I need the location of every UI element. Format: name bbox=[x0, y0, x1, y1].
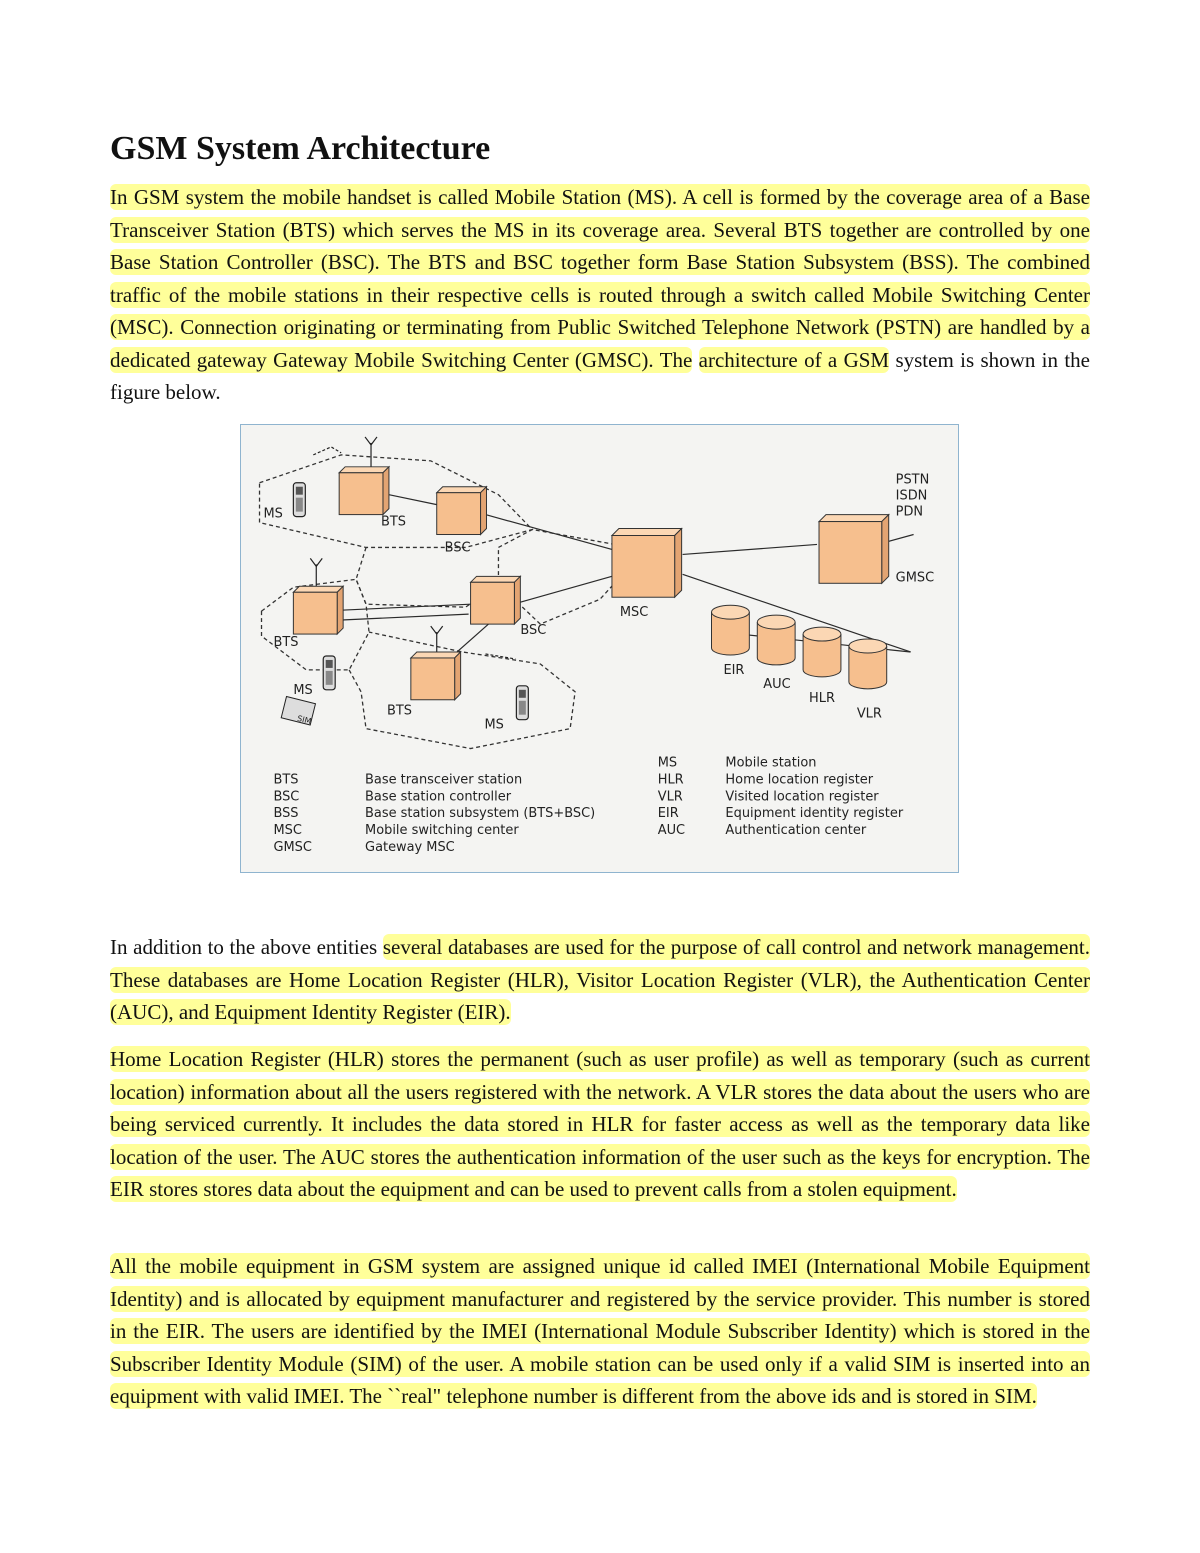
legend-desc: Mobile station bbox=[725, 755, 817, 771]
label-vlr: VLR bbox=[856, 706, 882, 722]
bts-left-cube bbox=[293, 586, 343, 634]
label-ms: MS bbox=[484, 717, 504, 733]
vlr-database bbox=[849, 639, 887, 689]
msc-cube bbox=[612, 529, 682, 598]
legend-abbr: BTS bbox=[273, 772, 299, 788]
label-pdn: PDN bbox=[895, 504, 924, 520]
legend-desc: Authentication center bbox=[725, 823, 867, 839]
legend-abbr: VLR bbox=[657, 789, 683, 805]
label-ms: MS bbox=[263, 506, 283, 522]
plain-text bbox=[692, 348, 698, 372]
page-title: GSM System Architecture bbox=[110, 130, 491, 167]
highlighted-text: several databases are used for the purpose of call control and network management. These databases are Home Location Register (HLR), Visitor Location Register (VLR), the Authentication Center (AUC), and Equipment Identity Register (EIR). bbox=[110, 935, 1090, 1024]
legend-abbr: MSC bbox=[273, 823, 302, 839]
highlighted-text: Home Location Register (HLR) stores the permanent (such as user profile) as well as temporary (such as current location) information about all the users registered with the network. A VLR stores the data about the users who are being serviced currently. It includes the data stored in HLR for faster access as well as the temporary data like location of the user. The AUC stores the authentication information of the user such as the keys for encryption. The EIR stores stores data about the equipment and can be used to prevent calls from a stolen equipment. bbox=[110, 1047, 1090, 1201]
legend-abbr: EIR bbox=[657, 806, 679, 822]
mobile-station-left bbox=[323, 656, 335, 690]
legend-abbr: BSS bbox=[273, 806, 299, 822]
bts-bottom-cube bbox=[411, 652, 461, 700]
gsm-architecture-figure bbox=[240, 424, 959, 873]
paragraph-intro bbox=[110, 181, 1090, 409]
highlighted-text: In GSM system the mobile handset is called Mobile Station (MS). A cell is formed by the coverage area of a Base Transceiver Station (BTS) which serves the MS in its coverage area. Several BTS together are controlled by one Base Station Controller (BSC). The BTS and BSC together form Base Station Subsystem (BSS). The combined traffic of the mobile stations in their respective cells is routed through a switch called Mobile Switching Center (MSC). Connection originating or terminating from Public Switched Telephone Network (PSTN) are handled by a dedicated gateway Gateway Mobile Switching Center (GMSC). The bbox=[110, 185, 1090, 372]
legend-abbr: GMSC bbox=[273, 840, 312, 856]
legend-abbr: AUC bbox=[657, 823, 686, 839]
legend-abbr: BSC bbox=[273, 789, 300, 805]
legend-desc: Gateway MSC bbox=[365, 840, 455, 856]
legend-abbr: HLR bbox=[657, 772, 684, 788]
legend-abbr: MS bbox=[657, 755, 678, 771]
auc-database bbox=[757, 615, 795, 665]
mobile-station-top bbox=[293, 483, 305, 517]
gmsc-cube bbox=[819, 515, 889, 584]
legend-desc: Base station subsystem (BTS+BSC) bbox=[365, 806, 596, 822]
legend-desc: Mobile switching center bbox=[365, 823, 519, 839]
legend-desc: Visited location register bbox=[725, 789, 879, 805]
paragraph-registers bbox=[110, 1043, 1090, 1206]
label-msc: MSC bbox=[619, 605, 649, 621]
gsm-architecture-diagram bbox=[241, 425, 958, 872]
label-hlr: HLR bbox=[809, 690, 835, 706]
bsc-top-cube bbox=[437, 487, 487, 535]
label-bts: BTS bbox=[386, 703, 412, 719]
legend-desc: Home location register bbox=[725, 772, 874, 788]
legend-desc: Equipment identity register bbox=[725, 806, 904, 822]
label-bts: BTS bbox=[273, 635, 299, 651]
label-gmsc: GMSC bbox=[895, 570, 935, 586]
label-bsc: BSC bbox=[444, 540, 471, 556]
label-pstn: PSTN bbox=[895, 472, 930, 488]
highlighted-text: All the mobile equipment in GSM system are assigned unique id called IMEI (International Mobile Equipment Identity) and is allocated by equipment manufacturer and registered by the service provider. This number is stored in the EIR. The users are identified by the IMEI (International Module Subscriber Identity) which is stored in the Subscriber Identity Module (SIM) of the user. A mobile station can be used only if a valid SIM is inserted into an equipment with valid IMEI. The ``real" telephone number is different from the above ids and is stored in SIM. bbox=[110, 1254, 1090, 1408]
label-isdn: ISDN bbox=[895, 488, 928, 504]
label-bsc: BSC bbox=[520, 623, 547, 639]
label-bts: BTS bbox=[380, 514, 406, 530]
legend-desc: Base station controller bbox=[365, 789, 512, 805]
label-ms: MS bbox=[293, 682, 313, 698]
bsc-mid-cube bbox=[471, 576, 521, 624]
figure-legend bbox=[273, 755, 903, 855]
plain-text: In addition to the above entities bbox=[110, 935, 383, 959]
hlr-database bbox=[803, 627, 841, 677]
eir-database bbox=[711, 605, 749, 655]
legend-desc: Base transceiver station bbox=[365, 772, 523, 788]
paragraph-imei bbox=[110, 1250, 1090, 1413]
bts-top-cube bbox=[339, 467, 389, 515]
paragraph-databases bbox=[110, 931, 1090, 1029]
mobile-station-bottom bbox=[516, 686, 528, 720]
label-eir: EIR bbox=[723, 662, 745, 678]
label-sim: SIM bbox=[296, 713, 313, 727]
label-auc: AUC bbox=[763, 676, 791, 692]
plain-text: system is shown in the figure below. bbox=[110, 347, 1090, 404]
highlighted-text: architecture of a GSM bbox=[698, 347, 890, 372]
